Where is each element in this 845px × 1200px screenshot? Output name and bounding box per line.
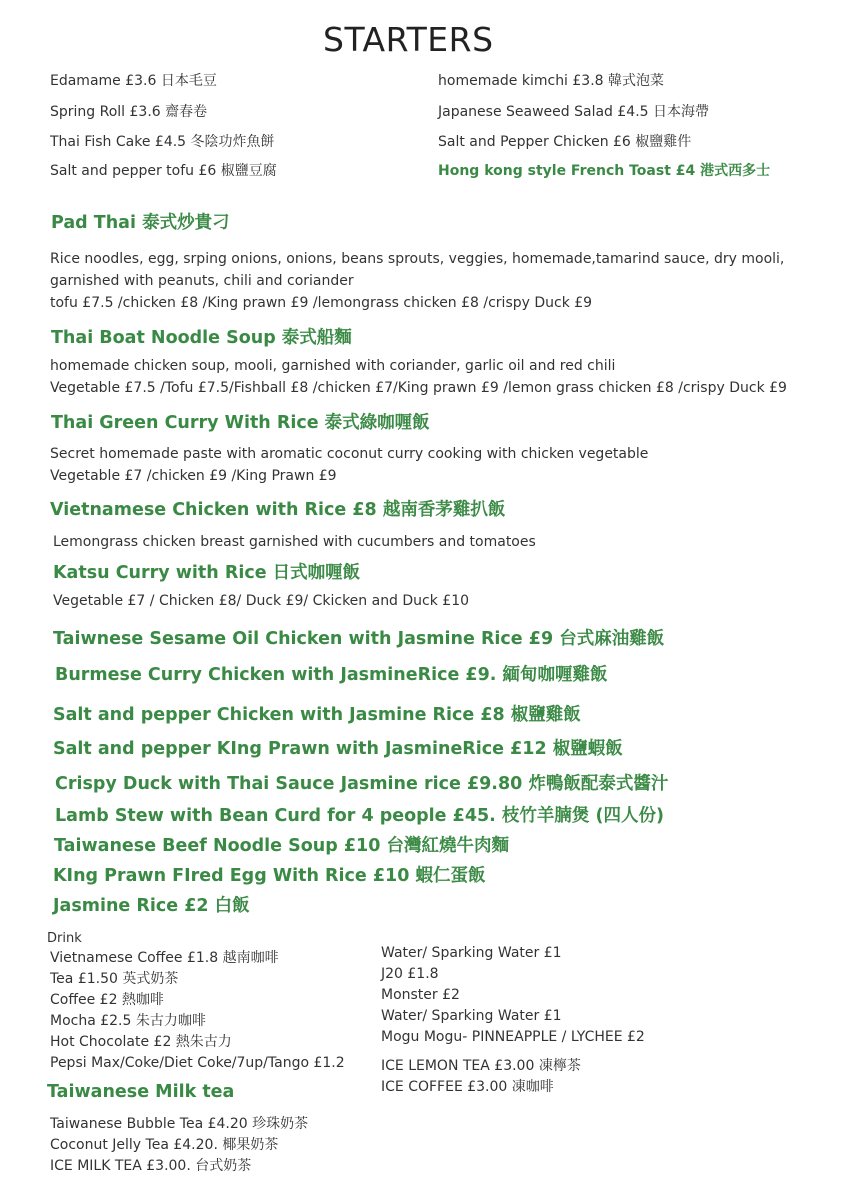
main-item: Lamb Stew with Bean Curd for 4 people £45. 枝竹羊腩煲 (四人份) <box>55 806 665 826</box>
drink-item: ICE COFFEE £3.00 凍咖啡 <box>381 1079 554 1095</box>
main-item: Taiwnese Sesame Oil Chicken with Jasmine Rice £9 台式麻油雞飯 <box>53 629 665 649</box>
drink-item: Pepsi Max/Coke/Diet Coke/7up/Tango £1.2 <box>50 1055 345 1071</box>
drink-item: ICE LEMON TEA £3.00 凍檸茶 <box>381 1058 581 1074</box>
section-description: homemade chicken soup, mooli, garnished with coriander, garlic oil and red chili <box>50 358 616 374</box>
section-description: Secret homemade paste with aromatic coconut curry cooking with chicken vegetable <box>50 446 649 462</box>
starter-item: Salt and Pepper Chicken £6 椒鹽雞件 <box>438 134 692 150</box>
milk-tea-item: Coconut Jelly Tea £4.20. 椰果奶茶 <box>50 1137 279 1153</box>
starter-item: Thai Fish Cake £4.5 冬陰功炸魚餅 <box>50 134 275 150</box>
drink-item: Water/ Sparking Water £1 <box>381 945 562 961</box>
main-item: KIng Prawn FIred Egg With Rice £10 蝦仁蛋飯 <box>53 866 486 886</box>
milk-tea-item: Taiwanese Bubble Tea £4.20 珍珠奶茶 <box>50 1116 309 1132</box>
main-item: Burmese Curry Chicken with JasmineRice £9. 緬甸咖喱雞飯 <box>55 665 608 685</box>
section-prices: Vegetable £7.5 /Tofu £7.5/Fishball £8 /chicken £7/King prawn £9 /lemon grass chicken £8 /crispy Duck £9 <box>50 380 787 396</box>
milk-tea-item: ICE MILK TEA £3.00. 台式奶茶 <box>50 1158 252 1174</box>
starter-item: homemade kimchi £3.8 韓式泡菜 <box>438 73 665 89</box>
section-prices: Vegetable £7 / Chicken £8/ Duck £9/ Ckicken and Duck £10 <box>53 593 470 609</box>
drink-item: Vietnamese Coffee £1.8 越南咖啡 <box>50 950 279 966</box>
drink-item: Mocha £2.5 朱古力咖啡 <box>50 1013 206 1029</box>
section-description: Rice noodles, egg, srping onions, onions, beans sprouts, veggies, homemade,tamarind sauce, dry mooli, <box>50 251 785 267</box>
section-prices: tofu £7.5 /chicken £8 /King prawn £9 /lemongrass chicken £8 /crispy Duck £9 <box>50 295 593 311</box>
main-item: Taiwanese Beef Noodle Soup £10 台灣紅燒牛肉麵 <box>54 836 509 856</box>
drink-heading: Drink <box>47 931 82 946</box>
drink-item: Hot Chocolate £2 熱朱古力 <box>50 1034 232 1050</box>
drink-item: Coffee £2 熱咖啡 <box>50 992 164 1008</box>
section-description: Lemongrass chicken breast garnished with cucumbers and tomatoes <box>53 534 536 550</box>
section-prices: Vegetable £7 /chicken £9 /King Prawn £9 <box>50 468 337 484</box>
page-title: STARTERS <box>323 20 494 59</box>
main-item: Salt and pepper Chicken with Jasmine Rice £8 椒鹽雞飯 <box>53 705 581 725</box>
main-item: Crispy Duck with Thai Sauce Jasmine rice £9.80 炸鴨飯配泰式醬汁 <box>55 774 669 794</box>
drink-item: Mogu Mogu- PINNEAPPLE / LYCHEE £2 <box>381 1029 645 1045</box>
starter-item-highlight: Hong kong style French Toast £4 港式西多士 <box>438 163 771 179</box>
section-title-boat-noodle: Thai Boat Noodle Soup 泰式船麵 <box>51 328 352 348</box>
section-title-green-curry: Thai Green Curry With Rice 泰式綠咖喱飯 <box>51 413 430 433</box>
drink-item: Monster £2 <box>381 987 460 1003</box>
section-title-pad-thai: Pad Thai 泰式炒貴刁 <box>51 213 230 233</box>
starter-item: Japanese Seaweed Salad £4.5 日本海帶 <box>438 104 710 120</box>
main-item: Salt and pepper KIng Prawn with JasmineRice £12 椒鹽蝦飯 <box>53 739 623 759</box>
drink-item: J20 £1.8 <box>381 966 439 982</box>
drink-item: Water/ Sparking Water £1 <box>381 1008 562 1024</box>
starter-item: Edamame £3.6 日本毛豆 <box>50 73 217 89</box>
section-title-vietnamese-chicken: Vietnamese Chicken with Rice £8 越南香茅雞扒飯 <box>50 500 506 520</box>
starter-item: Spring Roll £3.6 齋春卷 <box>50 104 208 120</box>
drink-item: Tea £1.50 英式奶茶 <box>50 971 179 987</box>
starter-item: Salt and pepper tofu £6 椒鹽豆腐 <box>50 163 277 179</box>
section-description: garnished with peanuts, chili and coriander <box>50 273 354 289</box>
main-item: Jasmine Rice £2 白飯 <box>53 896 250 916</box>
section-title-katsu: Katsu Curry with Rice 日式咖喱飯 <box>53 563 361 583</box>
milk-tea-heading: Taiwanese Milk tea <box>47 1082 235 1102</box>
